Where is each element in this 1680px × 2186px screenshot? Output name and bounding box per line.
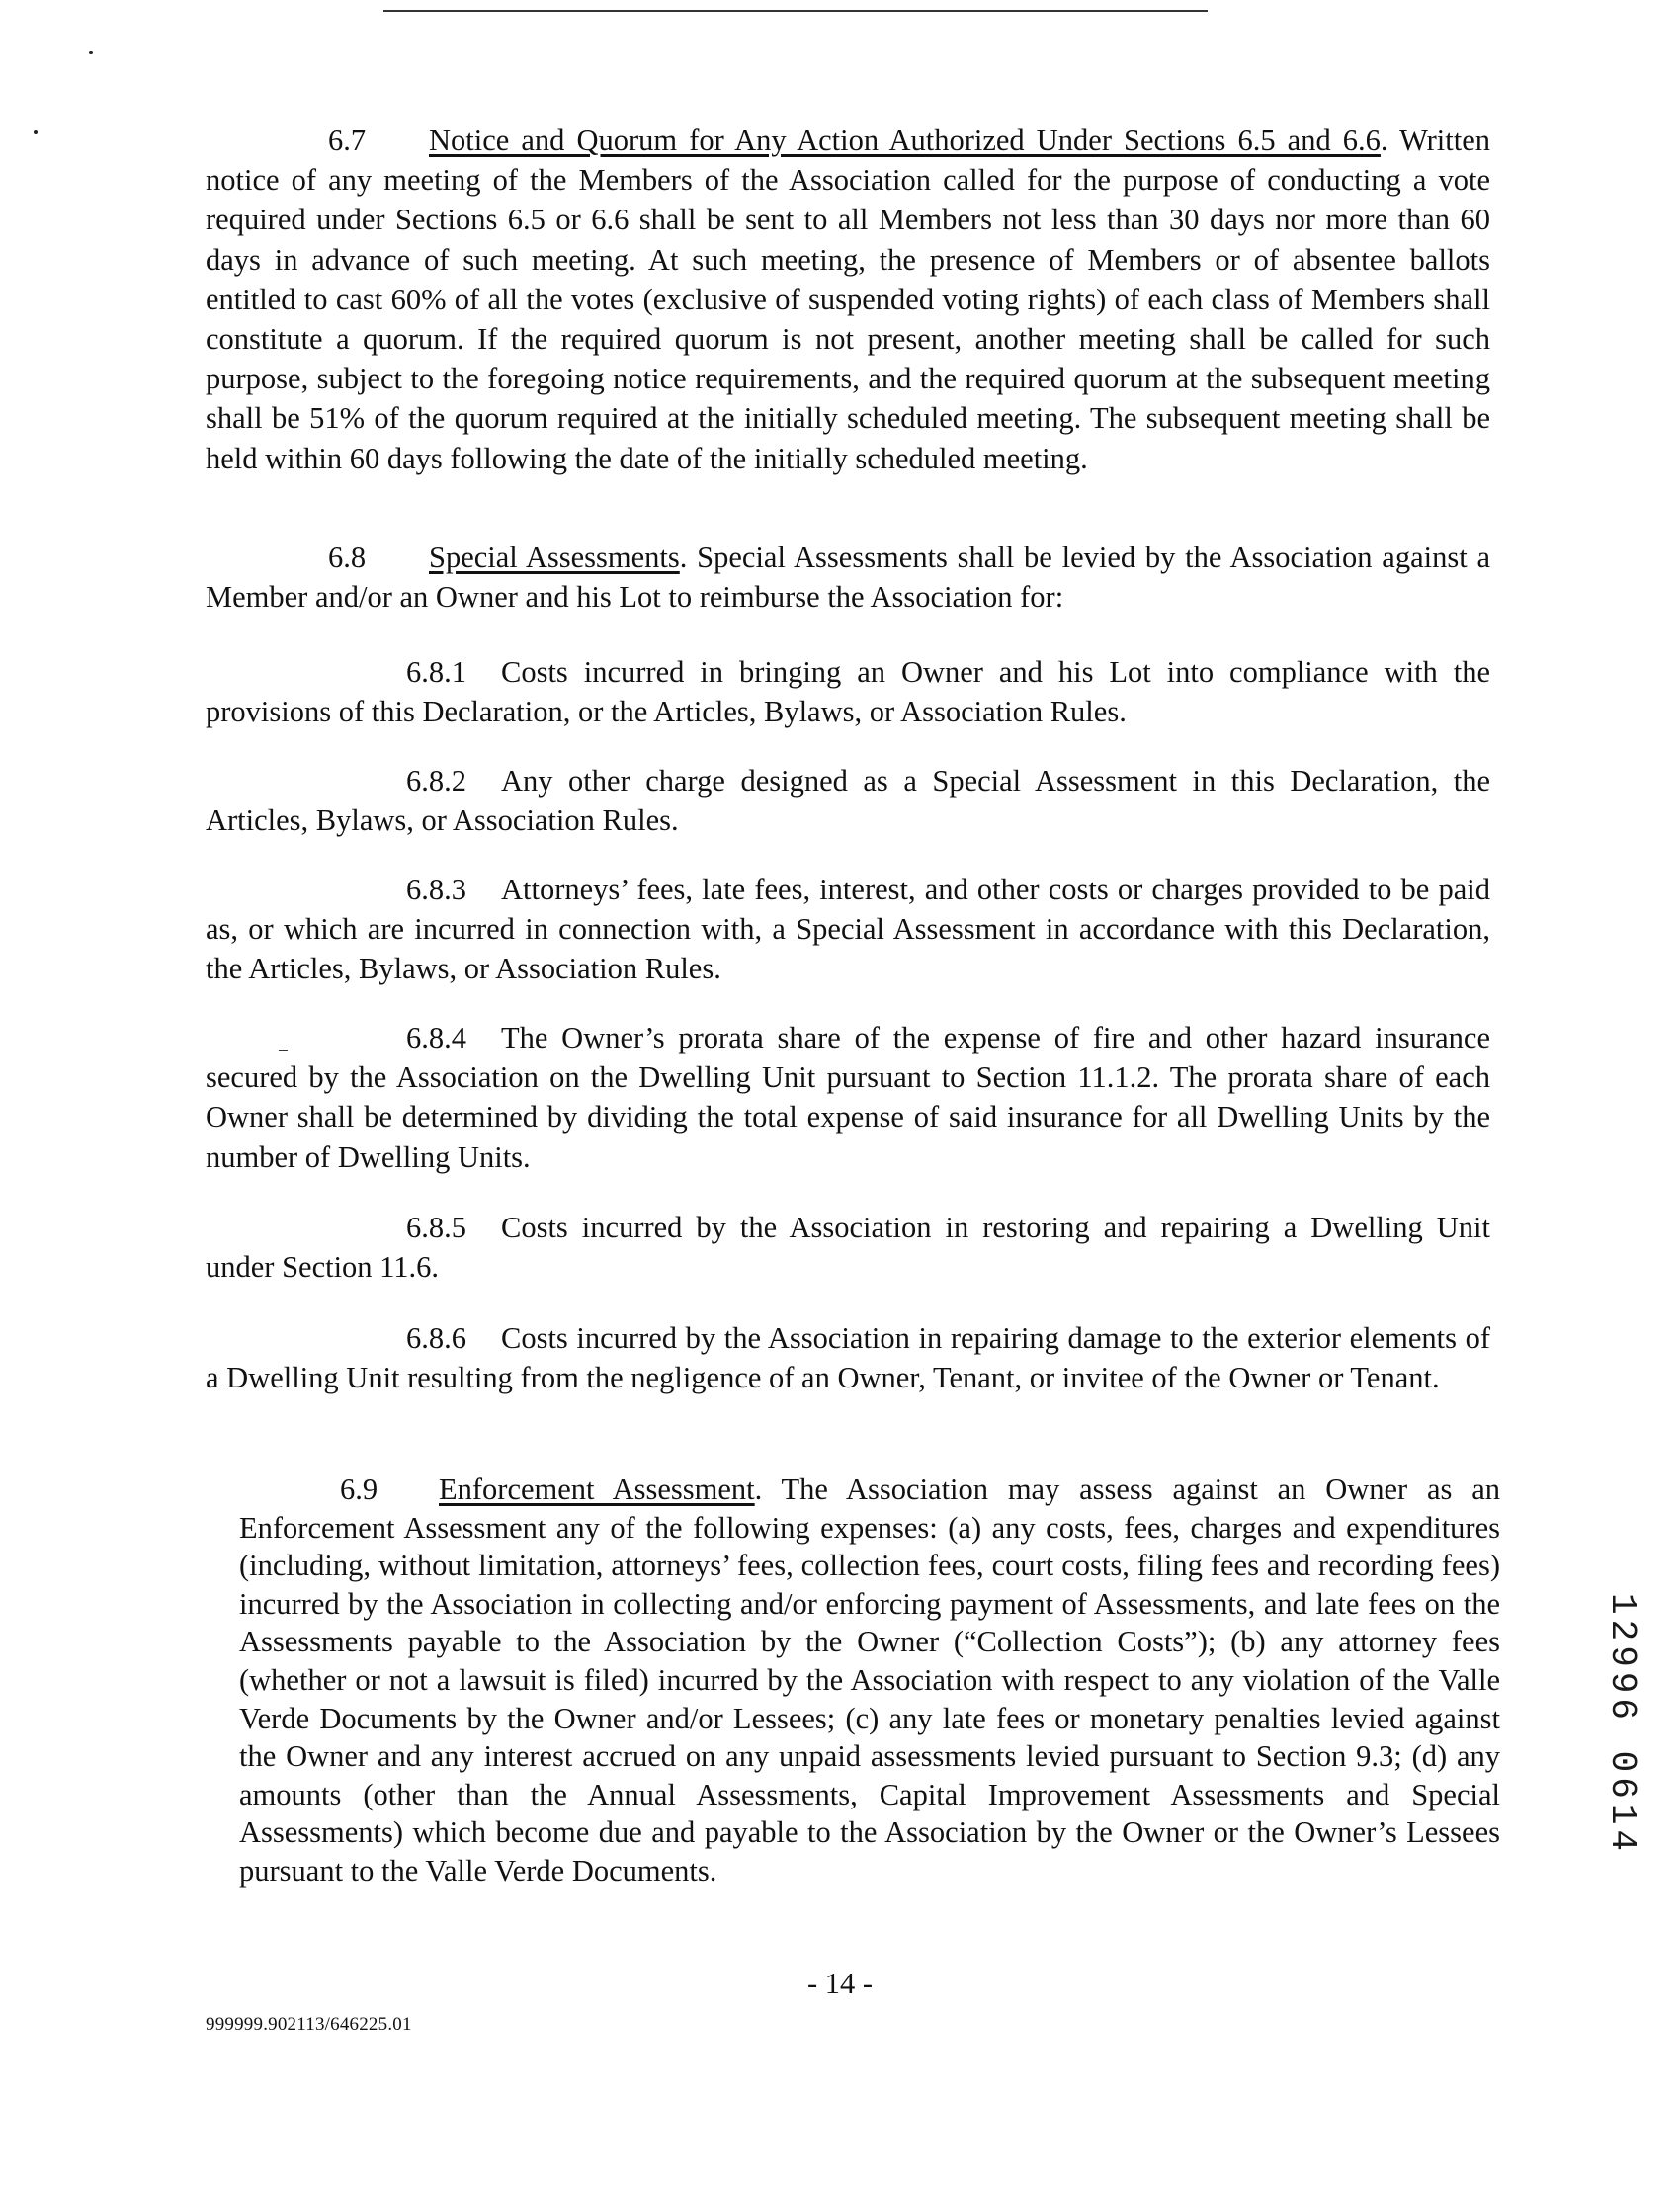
subsection-text: Costs incurred by the Association in repairing damage to the exterior elements of a Dwelling Unit resulting from the negligence of an Owner, Tenant, or invitee of the Owner or Tenant. bbox=[206, 1321, 1490, 1395]
subsection-text: Any other charge designed as a Special Assessment in this Declaration, the Articles, Bylaws, or Association Rules. bbox=[206, 764, 1490, 838]
subsection-number: 6.8.6 bbox=[406, 1321, 466, 1355]
subsection-text: Costs incurred by the Association in restoring and repairing a Dwelling Unit under Section 11.6. bbox=[206, 1211, 1490, 1285]
subsection-6-8-6 bbox=[206, 1318, 1490, 1397]
page-number: - 14 - bbox=[806, 1967, 874, 2000]
subsection-6-8-1 bbox=[206, 652, 1490, 731]
subsection-6-8-2 bbox=[206, 761, 1490, 840]
section-6-7 bbox=[206, 121, 1490, 478]
scan-speck bbox=[89, 51, 93, 54]
section-number: 6.7 bbox=[328, 124, 367, 157]
subsection-6-8-5 bbox=[206, 1208, 1490, 1287]
subsection-6-8-3 bbox=[206, 870, 1490, 989]
section-heading: Special Assessments bbox=[429, 541, 680, 574]
section-number: 6.9 bbox=[340, 1472, 378, 1506]
subsection-number: 6.8.2 bbox=[406, 764, 466, 798]
scan-speck bbox=[34, 130, 38, 134]
section-body: Written notice of any meeting of the Members of the Association called for the purpose of conducting a vote required under Sections 6.5 or 6.6 shall be sent to all Members not less than 30 days nor more than 60 days in advance of such meeting. At such meeting, the presence of Members or of absentee ballots entitled to cast 60% of all the votes (exclusive of suspended voting rights) of each class of Members shall constitute a quorum. If the required quorum is not present, another meeting shall be called for such purpose, subject to the foregoing notice requirements, and the required quorum at the subsequent meeting shall be 51% of the quorum required at the initially scheduled meeting. The subsequent meeting shall be held within 60 days following the date of the initially scheduled meeting. bbox=[206, 124, 1490, 475]
subsection-number: 6.8.4 bbox=[406, 1021, 466, 1054]
section-6-9 bbox=[239, 1471, 1500, 1891]
subsection-number: 6.8.3 bbox=[406, 873, 466, 906]
section-heading: Notice and Quorum for Any Action Authorized Under Sections 6.5 and 6.6 bbox=[429, 124, 1381, 157]
top-rule bbox=[383, 10, 1208, 12]
section-heading: Enforcement Assessment bbox=[439, 1472, 755, 1506]
section-6-8 bbox=[206, 538, 1490, 617]
document-id: 999999.902113/646225.01 bbox=[206, 2014, 412, 2035]
subsection-number: 6.8.5 bbox=[406, 1211, 466, 1244]
heading-period: . bbox=[1380, 124, 1388, 157]
section-body: Special Assessments shall be levied by the Association against a Member and/or an Owner and his Lot to reimburse the Association for: bbox=[206, 541, 1490, 615]
subsection-text: Attorneys’ fees, late fees, interest, and other costs or charges provided to be paid as, or which are incurred in connection with, a Special Assessment in accordance with this Declaration, the Articles, Bylaws, or Association Rules. bbox=[206, 873, 1490, 986]
subsection-text: The Owner’s prorata share of the expense of fire and other hazard insurance secured by the Association on the Dwelling Unit pursuant to Section 11.1.2. The prorata share of each Owner shall be determined by dividing the total expense of said insurance for all Dwelling Units by the number of Dwelling Units. bbox=[206, 1021, 1490, 1174]
section-number: 6.8 bbox=[328, 541, 367, 574]
heading-period: . bbox=[754, 1472, 763, 1506]
section-body: The Association may assess against an Owner as an Enforcement Assessment any of the following expenses: (a) any costs, fees, charges and expenditures (including, without limitation, attorneys’ fees, collection fees, court costs, filing fees and recording fees) incurred by the Association in collecting and/or enforcing payment of Assessments, and late fees on the Assessments payable to the Association by the Owner (“Collection Costs”); (b) any attorney fees (whether or not a lawsuit is filed) incurred by the Association with respect to any violation of the Valle Verde Documents by the Owner and/or Lessees; (c) any late fees or monetary penalties levied against the Owner and any interest accrued on any unpaid assessments levied pursuant to Section 9.3; (d) any amounts (other than the Annual Assessments, Capital Improvement Assessments and Special Assessments) which become due and payable to the Association by the Owner or the Owner’s Lessees pursuant to the Valle Verde Documents. bbox=[239, 1472, 1500, 1888]
subsection-number: 6.8.1 bbox=[406, 655, 466, 689]
heading-period: . bbox=[679, 541, 688, 574]
subsection-6-8-4 bbox=[206, 1018, 1490, 1177]
recording-stamp: 12996 0614 bbox=[1602, 1593, 1642, 1857]
subsection-text: Costs incurred in bringing an Owner and his Lot into compliance with the provisions of this Declaration, or the Articles, Bylaws, or Association Rules. bbox=[206, 655, 1490, 729]
